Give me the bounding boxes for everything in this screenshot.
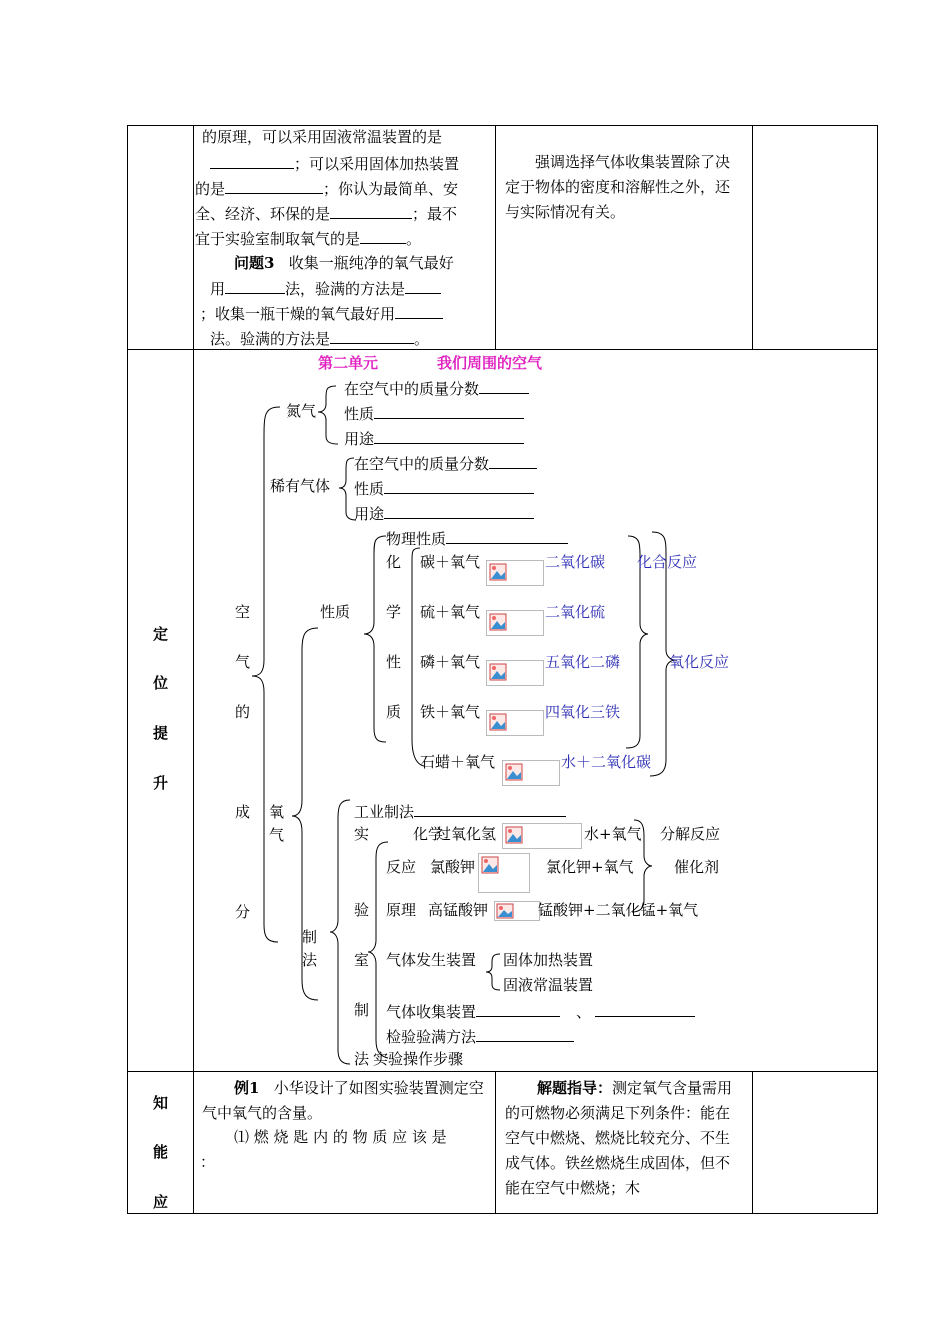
- question-label: 问题3: [234, 254, 275, 272]
- broken-image-icon: [502, 823, 582, 849]
- reaction-product: 水＋二氧化碳: [561, 753, 652, 771]
- question-1-end: ：: [200, 1153, 216, 1171]
- broken-image-icon: [486, 710, 544, 736]
- blank[interactable]: [595, 1003, 695, 1017]
- generator-item: 固体加热装置: [503, 951, 594, 969]
- blank[interactable]: [414, 803, 566, 817]
- generator-item: 固液常温装置: [503, 976, 594, 994]
- blank[interactable]: [384, 505, 534, 519]
- text-line: 全、经济、环保的是 ；最不: [195, 205, 458, 223]
- rare-gas-item: 在空气中的质量分数: [354, 455, 537, 472]
- broken-image-icon: [486, 660, 544, 686]
- text-line: ；收集一瓶干燥的氧气最好用: [200, 305, 443, 322]
- principle-label: 原理: [386, 901, 417, 919]
- blank[interactable]: [374, 430, 524, 444]
- text-line: 问题3 收集一瓶纯净的氧气最好: [234, 254, 454, 272]
- blank[interactable]: [374, 405, 524, 419]
- example-text: 例1 小华设计了如图实验装置测定空气中氧气的含量。: [202, 1079, 484, 1122]
- rare-gas-item: 性质: [354, 480, 534, 497]
- kclo3-products: 氯化钾+氧气: [546, 858, 634, 876]
- h2o2-products: 水+氧气: [584, 825, 642, 843]
- generator-label: 气体发生装置: [386, 951, 477, 969]
- text-line: 宜于实验室制取氧气的是 。: [195, 230, 422, 248]
- reaction-reactants: 碳＋氧气: [420, 553, 481, 571]
- reaction-reactants: 硫＋氧气: [420, 603, 481, 621]
- row1-middle-text: 强调选择气体收集装置除了决定于物体的密度和溶解性之外，还与实际情况有关。: [505, 153, 731, 221]
- property-label: 性质: [320, 603, 351, 621]
- unit-subtitle: 我们周围的空气: [437, 354, 543, 372]
- guide-label: 解题指导：: [537, 1079, 613, 1097]
- decomposition-label: 分解反应: [660, 825, 721, 843]
- reaction-reactants: 磷＋氧气: [420, 653, 481, 671]
- catalyst-label: 催化剂: [674, 858, 720, 876]
- rare-gas-item: 用途: [354, 505, 534, 522]
- oxygen-label-char: 气: [269, 826, 285, 844]
- nitrogen-item: 性质: [344, 405, 524, 422]
- reaction-product: 二氧化碳: [545, 553, 606, 571]
- principle-label: 反应: [386, 858, 417, 876]
- h2o2-reactant: 过氧化氢: [436, 825, 497, 843]
- kclo3-reactant: 氯酸钾: [430, 858, 476, 876]
- blank[interactable]: [479, 380, 529, 394]
- preparation-label-char: 制: [302, 928, 318, 946]
- oxygen-label-char: 氧: [269, 803, 285, 821]
- industrial-method: 工业制法: [354, 803, 566, 820]
- text-line: ；可以采用固体加热装置: [210, 155, 459, 172]
- text-line: 法。验满的方法是 。: [210, 330, 430, 348]
- broken-image-icon: [486, 560, 544, 586]
- example-label: 例1: [234, 1079, 260, 1097]
- broken-image-icon: [478, 853, 530, 893]
- text-line: 的是 ；你认为最简单、安: [195, 180, 459, 198]
- kmno4-reactant: 高锰酸钾: [428, 901, 489, 919]
- check-method-line: 检验验满方法: [386, 1028, 574, 1045]
- blank[interactable]: [489, 455, 537, 469]
- blank[interactable]: [446, 530, 568, 544]
- broken-image-icon: [502, 760, 560, 786]
- collector-line: 气体收集装置 、: [386, 1003, 695, 1020]
- kmno4-products: 锰酸钾+二氧化锰+氧气: [538, 901, 699, 919]
- question-1: ⑴ 燃 烧 匙 内 的 物 质 应 该 是: [234, 1128, 447, 1146]
- unit-title: 第二单元: [318, 354, 379, 372]
- text-line: 用 法，验满的方法是: [210, 280, 441, 297]
- oxidation-reaction-label: 氧化反应: [669, 653, 730, 671]
- combination-reaction-label: 化合反应: [637, 553, 698, 571]
- broken-image-icon: [494, 901, 540, 921]
- reaction-reactants: 石蜡＋氧气: [420, 753, 496, 771]
- rare-gas-label: 稀有气体: [270, 477, 331, 495]
- reaction-product: 二氧化硫: [545, 603, 606, 621]
- broken-image-icon: [486, 610, 544, 636]
- text-line: 的原理，可以采用固液常温装置的是: [202, 128, 443, 146]
- principle-label: 化学: [413, 825, 444, 843]
- reaction-reactants: 铁＋氧气: [420, 703, 481, 721]
- blank[interactable]: [476, 1003, 560, 1017]
- nitrogen-label: 氮气: [286, 402, 317, 420]
- preparation-label-char: 法: [302, 951, 318, 969]
- reaction-product: 四氧化三铁: [545, 703, 621, 721]
- blank[interactable]: [476, 1028, 574, 1042]
- reaction-product: 五氧化二磷: [545, 653, 621, 671]
- physical-property: 物理性质: [386, 530, 568, 547]
- solution-guide: 解题指导：测定氧气含量需用的可燃物必须满足下列条件：能在空气中燃烧、燃烧比较充分、不生成气体。铁丝燃烧生成固体，但不能在空气中燃烧；木: [505, 1079, 733, 1197]
- nitrogen-item: 用途: [344, 430, 524, 447]
- steps-line: 实验操作步骤: [373, 1050, 464, 1068]
- blank[interactable]: [384, 480, 534, 494]
- nitrogen-item: 在空气中的质量分数: [344, 380, 529, 397]
